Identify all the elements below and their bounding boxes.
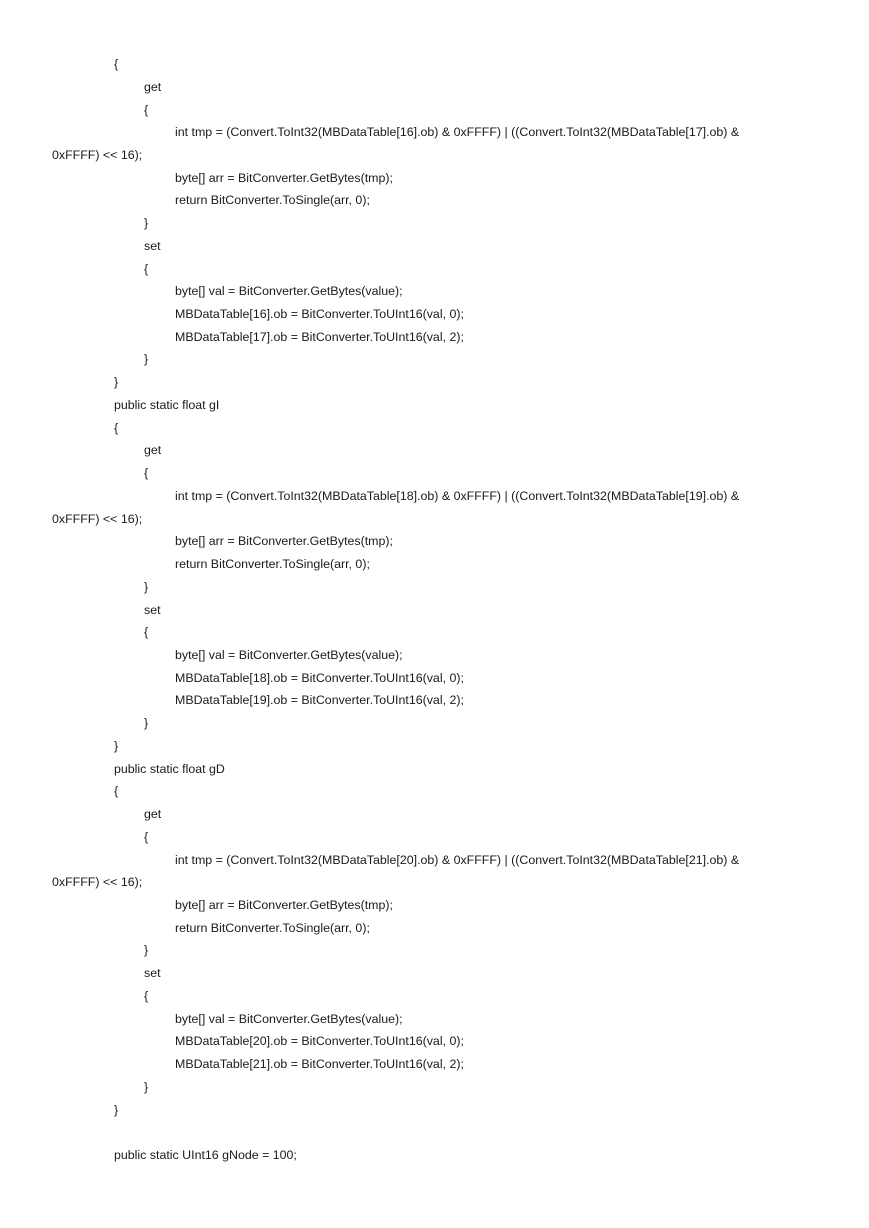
code-line: }	[144, 580, 149, 594]
code-line: {	[114, 421, 119, 435]
code-line: MBDataTable[19].ob = BitConverter.ToUInt16(val, 2);	[175, 693, 464, 707]
code-line: byte[] arr = BitConverter.GetBytes(tmp);	[175, 534, 393, 548]
code-line: MBDataTable[21].ob = BitConverter.ToUInt16(val, 2);	[175, 1057, 464, 1071]
code-line: byte[] arr = BitConverter.GetBytes(tmp);	[175, 898, 393, 912]
code-line: MBDataTable[20].ob = BitConverter.ToUInt16(val, 0);	[175, 1034, 464, 1048]
code-line: }	[144, 943, 149, 957]
code-line: 0xFFFF) << 16);	[52, 512, 143, 526]
code-line: set	[144, 966, 161, 980]
code-line: {	[144, 989, 149, 1003]
code-line: MBDataTable[17].ob = BitConverter.ToUInt16(val, 2);	[175, 330, 464, 344]
code-line: {	[144, 262, 149, 276]
code-line: int tmp = (Convert.ToInt32(MBDataTable[18].ob) & 0xFFFF) | ((Convert.ToInt32(MBDataTable[19].ob) &	[175, 489, 740, 503]
code-line: int tmp = (Convert.ToInt32(MBDataTable[20].ob) & 0xFFFF) | ((Convert.ToInt32(MBDataTable[21].ob) &	[175, 853, 740, 867]
code-line: {	[114, 57, 119, 71]
code-line: byte[] arr = BitConverter.GetBytes(tmp);	[175, 171, 393, 185]
code-line: }	[144, 1080, 149, 1094]
code-line: byte[] val = BitConverter.GetBytes(value);	[175, 648, 403, 662]
code-line: }	[144, 216, 149, 230]
code-line: }	[114, 375, 119, 389]
code-line: MBDataTable[18].ob = BitConverter.ToUInt16(val, 0);	[175, 671, 464, 685]
code-line: {	[144, 625, 149, 639]
code-line: return BitConverter.ToSingle(arr, 0);	[175, 921, 370, 935]
code-line: {	[144, 830, 149, 844]
code-line: }	[144, 716, 149, 730]
code-line: set	[144, 239, 161, 253]
code-line: MBDataTable[16].ob = BitConverter.ToUInt16(val, 0);	[175, 307, 464, 321]
code-line: return BitConverter.ToSingle(arr, 0);	[175, 557, 370, 571]
code-line: return BitConverter.ToSingle(arr, 0);	[175, 193, 370, 207]
code-line: 0xFFFF) << 16);	[52, 148, 143, 162]
code-line: byte[] val = BitConverter.GetBytes(value);	[175, 284, 403, 298]
code-line: }	[114, 739, 119, 753]
code-line: {	[114, 784, 119, 798]
code-line: get	[144, 443, 162, 457]
code-line: }	[144, 352, 149, 366]
code-line: public static float gD	[114, 762, 225, 776]
code-line: byte[] val = BitConverter.GetBytes(value);	[175, 1012, 403, 1026]
code-line: {	[144, 466, 149, 480]
code-line: 0xFFFF) << 16);	[52, 875, 143, 889]
code-line: }	[114, 1103, 119, 1117]
code-line: get	[144, 807, 162, 821]
code-line: int tmp = (Convert.ToInt32(MBDataTable[16].ob) & 0xFFFF) | ((Convert.ToInt32(MBDataTable[17].ob) &	[175, 125, 740, 139]
code-line: get	[144, 80, 162, 94]
code-line: public static float gI	[114, 398, 220, 412]
code-line: {	[144, 103, 149, 117]
code-line: public static UInt16 gNode = 100;	[114, 1148, 297, 1162]
code-line: set	[144, 603, 161, 617]
